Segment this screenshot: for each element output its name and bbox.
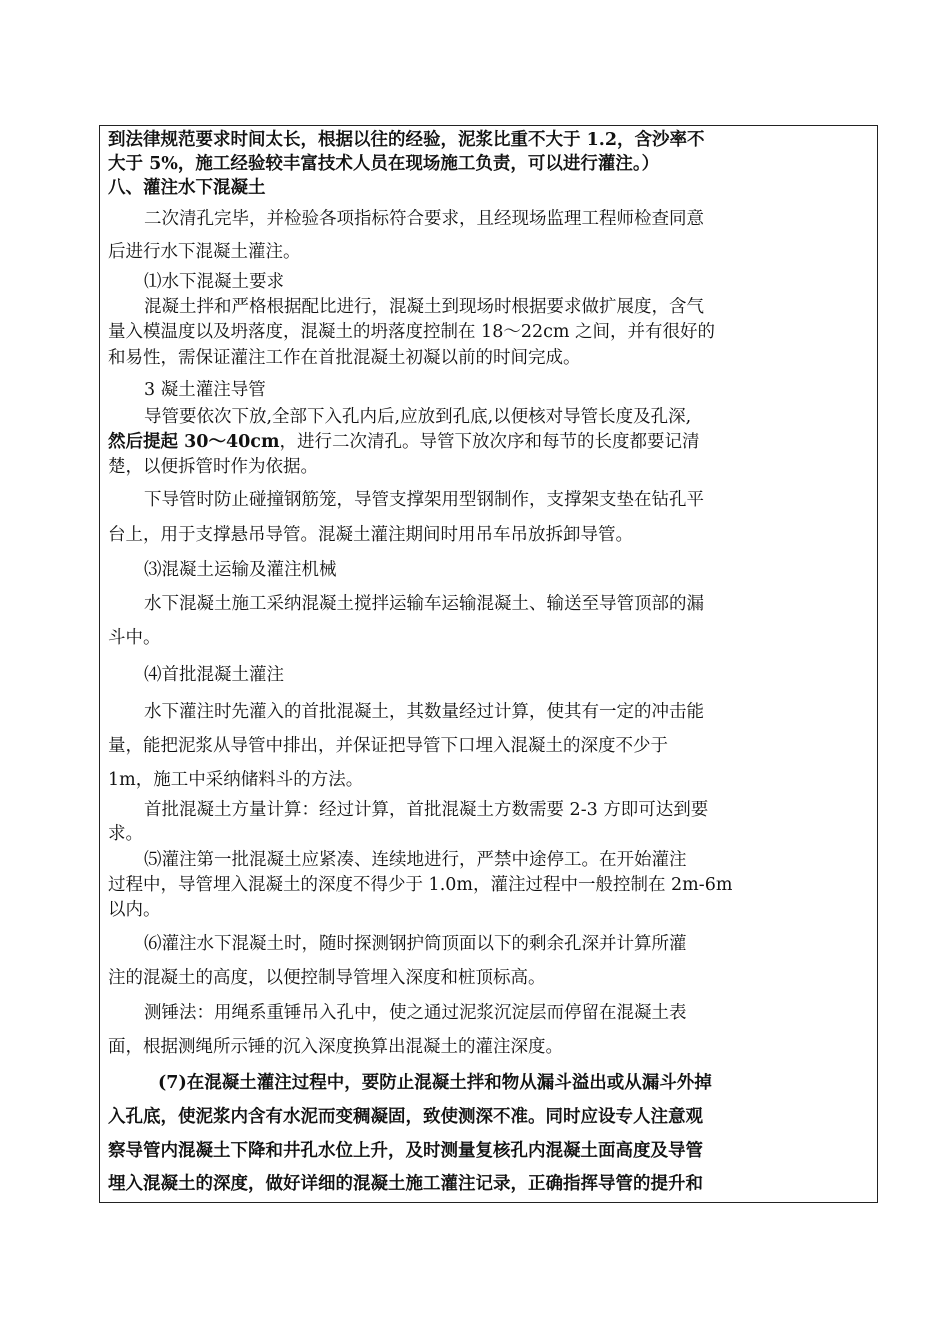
text-line: 到法律规范要求时间太长，根据以往的经验，泥浆比重不大于 1.2，含沙率不 — [108, 130, 705, 150]
text-line: 首批混凝土方量计算：经过计算，首批混凝土方数需要 2-3 方即可达到要 — [144, 800, 709, 820]
text-line: 后进行水下混凝土灌注。 — [108, 242, 301, 262]
subheading: ⑷首批混凝土灌注 — [144, 665, 284, 685]
text-span: ，进行二次清孔。导管下放次序和每节的长度都要记清 — [279, 432, 700, 452]
subheading: 3 凝土灌注导管 — [144, 380, 266, 400]
text-line: 求。 — [108, 824, 143, 844]
section-heading: 八、灌注水下混凝土 — [108, 178, 266, 198]
text-line: 楚，以便拆管时作为依据。 — [108, 457, 318, 477]
text-line: 台上，用于支撑悬吊导管。混凝土灌注期间时用吊车吊放拆卸导管。 — [108, 525, 633, 545]
text-line: 测锤法：用绳系重锤吊入孔中，使之通过泥浆沉淀层而停留在混凝土表 — [144, 1003, 687, 1023]
text-line: ⑸灌注第一批混凝土应紧凑、连续地进行，严禁中途停工。在开始灌注 — [144, 850, 687, 870]
text-line: 下导管时防止碰撞钢筋笼，导管支撑架用型钢制作，支撑架支垫在钻孔平 — [144, 490, 704, 510]
document-frame — [99, 125, 878, 1203]
text-line-mixed — [108, 431, 699, 453]
text-line: 1m，施工中采纳储料斗的方法。 — [108, 770, 364, 790]
text-line: 量，能把泥浆从导管中排出，并保证把导管下口埋入混凝土的深度不少于 — [108, 736, 668, 756]
subheading: ⑴水下混凝土要求 — [144, 272, 284, 292]
text-line: 混凝土拌和严格根据配比进行，混凝土到现场时根据要求做扩展度，含气 — [144, 297, 704, 317]
subheading: ⑶混凝土运输及灌注机械 — [144, 560, 337, 580]
text-line: 注的混凝土的高度，以便控制导管埋入深度和桩顶标高。 — [108, 968, 546, 988]
text-line: 量入模温度以及坍落度，混凝土的坍落度控制在 18～22cm 之间，并有很好的 — [108, 322, 716, 342]
text-line-bold: (7)在混凝土灌注过程中，要防止混凝土拌和物从漏斗溢出或从漏斗外掉 — [158, 1073, 712, 1093]
text-line: ⑹灌注水下混凝土时，随时探测钢护筒顶面以下的剩余孔深并计算所灌 — [144, 934, 687, 954]
text-line: 面，根据测绳所示锤的沉入深度换算出混凝土的灌注深度。 — [108, 1037, 563, 1057]
text-line-bold: 察导管内混凝土下降和井孔水位上升，及时测量复核孔内混凝土面高度及导管 — [108, 1141, 703, 1161]
text-line: 二次清孔完毕，并检验各项指标符合要求，且经现场监理工程师检查同意 — [144, 209, 704, 229]
text-line: 导管要依次下放,全部下入孔内后,应放到孔底,以便核对导管长度及孔深, — [144, 407, 692, 427]
bold-span: 然后提起 30～40cm — [108, 432, 280, 452]
text-line: 过程中，导管埋入混凝土的深度不得少于 1.0m，灌注过程中一般控制在 2m-6m — [108, 875, 733, 895]
text-line-bold: 入孔底，使泥浆内含有水泥而变稠凝固，致使测深不准。同时应设专人注意观 — [108, 1107, 703, 1127]
text-line: 大于 5%，施工经验较丰富技术人员在现场施工负责，可以进行灌注。） — [108, 154, 660, 174]
text-line: 水下混凝土施工采纳混凝土搅拌运输车运输混凝土、输送至导管顶部的漏 — [144, 594, 704, 614]
text-line: 斗中。 — [108, 628, 161, 648]
text-line: 和易性，需保证灌注工作在首批混凝土初凝以前的时间完成。 — [108, 348, 581, 368]
text-line: 水下灌注时先灌入的首批混凝土，其数量经过计算，使其有一定的冲击能 — [144, 702, 704, 722]
text-line: 以内。 — [108, 900, 161, 920]
text-line-bold: 埋入混凝土的深度，做好详细的混凝土施工灌注记录，正确指挥导管的提升和 — [108, 1174, 703, 1194]
